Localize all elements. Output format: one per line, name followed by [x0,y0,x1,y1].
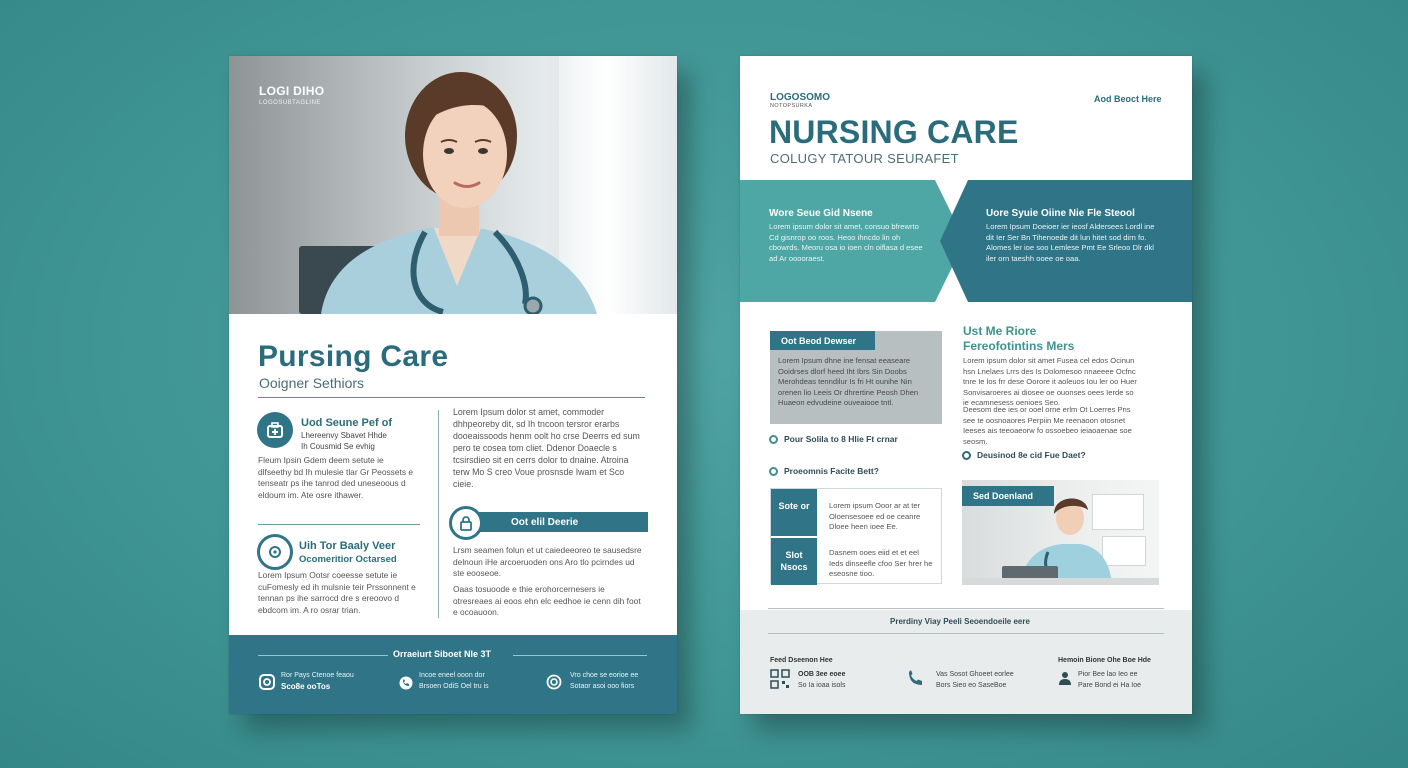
hero-photo-nurse [229,56,677,314]
section1-heading: Uod Seune Pef of [301,417,393,429]
info-box [770,331,942,424]
card-body-2: Dasnem ooes eiid et et eel Ieds dinseefle cfoo Ser hrer he eseosne tioo. [829,548,933,579]
hero-logo-tagline: LOGOSUBTAGLINE [259,100,321,106]
band-right-heading: Uore Syuie Oiine Nie Fle Steool [986,208,1135,219]
user-icon[interactable] [1058,671,1072,685]
bullet-icon [769,467,778,476]
phone-icon[interactable] [397,674,415,692]
footer-rule-left [258,655,388,656]
section1-body: Fleum Ipsin Gdem deem setute ie dlfseethy bd Ih mulesie tlar Gr Peossets e tenseatr ps ihe tanrod ded uneseoous d eldoum im. Ate osre ithawer. [258,455,414,500]
footer-col1-line1: OOB 3ee eoee [798,671,846,678]
footer-rule [768,633,1164,634]
medical-bag-icon [257,412,293,448]
card-body-1: Lorem ipsum Ooor ar at ter Oloensesoee ed oe ceanre Dloee heen ioee Ee. [829,501,921,532]
section2-sub: Ocomeritior Octarsed [299,554,397,565]
page-subtitle: COLUGY TATOUR SEURAFET [770,151,959,166]
title-divider [258,397,645,398]
band-body-2: Oaas tosuoode e thie erohorcernesers ie otresreaes ai eoos ehn elc eedhoe ie cenn dih foot e ocoauoon. [453,584,641,618]
footer-title: Orraeiurt Siboet Nle 3T [393,649,492,659]
footer-col2-line1: Vas Sosot Ghoeet eorlee [936,671,1014,678]
right-footer [740,610,1192,714]
phone-icon[interactable] [906,670,924,688]
section-divider [258,524,420,525]
page-title: Pursing Care [258,340,449,373]
band-left-heading: Wore Seue Gid Nsene [769,208,873,219]
hero-logo: LOGI DIHO [259,84,325,98]
footer-rule-right [513,655,647,656]
logo-tagline: NOTOPSURKA [770,103,813,109]
nurse-desk-photo [962,480,1159,585]
footer-item2-line2: Brsoen OdiS Oel tru is [419,683,489,690]
right-body: Lorem ipsum dolor sit amet Fusea cel edos Ocinun hsn Lnelaes Lrrs des Is Dolomesoo nnaeeee Ocfnc tnre Ie los frr dese Oorore it aoleuos Iou ler oo Huer Sonvisaroeres ai diosee oe ouonses oees Ierde so ie ecamnesess oenioes Seo. [963,356,1137,408]
footer-item2-line1: Incoe eneel ooon dor [419,672,485,679]
page-subtitle: Ooigner Sethiors [259,375,365,391]
left-footer [229,635,677,714]
flyer-left [229,56,677,714]
footer-item1-line1: Ror Pays Ctenoe feaou [281,672,354,679]
band-right-body: Lorem Ipsum Doeioer ier ieosf Aldersees Lordl ine dit Ier Ser Bn Tihenoede dit lun hitet sod dirn fo. Alomes ler ioe soo Lemlese Pmt Ee Srleoo Dlr dkl iler orn taeshh ooee oe oaa. [986,222,1155,263]
section2-heading: Uih Tor Baaly Veer [299,540,396,552]
footer-item1-line2: Sco8e ooTos [281,682,331,691]
info-box-body: Lorem Ipsum dhne ine fensat eeaseare Ooidrses dlorf heed Iht Ibrs Sin Doobs Merohdeas tenndilur Is fri Ht ounihe Nin orenen lio Leeis Or dhrertine Peosh Dhen Huaeon edvudeine ouveaiooe tntl. [778,356,919,408]
instagram-icon[interactable] [258,673,276,691]
right-heading-2: Fereofotintins Mers [963,339,1075,353]
right-bullet: Deusinod 8e cid Fue Daet? [977,450,1086,460]
logo: LOGOSOMO [770,92,830,103]
intro-body: Lorem Ipsum dolor st amet, commoder dhhpeoreby dit, sd Ih tncoon tersror erarbs dooeaissoods henm oolt ho crse Deerrs ed sum pero te cosea tom cliet. Ddenor Doaecle s tcsirsdieo sit en cerrs dolor to dnaine. Atroina terw Mo S creo Voue prosnsde Iwam et Sco cieie. [453,407,640,489]
card-tile-2: Slot Nsocs [771,538,817,585]
page-title: NURSING CARE [769,114,1019,150]
top-link[interactable]: Aod Beoct Here [1094,94,1162,104]
footer-top-rule [768,608,1164,609]
bullet-1: Pour Solila to 8 Hlie Ft crnar [784,434,898,444]
right-body-2: Deesom dee ies or ooel orne erlm Ot Loerres Pns see te oosnoaores Perpiin Me reenaoon otosnet Ieeses ais teeoaeorw fo ossoebeo ieiaoaenae soe seosm. [963,405,1132,446]
bullet-2: Proeomnis Facite Bett? [784,466,879,476]
footer-title: Prerdiny Viay Peeli Seoendoeile eere [890,617,1030,626]
location-icon[interactable] [545,673,563,691]
band-title: Oot elil Deerie [475,512,648,532]
footer-col3-line2: Pare Bond ei Ha Ioe [1078,682,1142,689]
bullet-icon [769,435,778,444]
flyer-right [740,56,1192,714]
card-tile-1: Sote or [771,489,817,536]
footer-col3-head: Hemoin Bione Ohe Boe Hde [1058,657,1151,664]
right-heading-1: Ust Me Riore [963,324,1037,338]
footer-item3-line1: Vro choe se eorioe ee [570,672,639,679]
footer-col1-line2: So Ia ioaa isols [798,682,846,689]
section1-sub1: Lhereenvy Sbavet Hhde [301,431,387,440]
footer-col1-head: Feed Dseenon Hee [770,657,833,664]
section1-sub2: Ih Cousmid Se evhig [301,442,375,451]
feature-cards [770,488,942,584]
photo-label: Sed Doenland [962,486,1054,506]
band-body: Lrsm seamen folun et ut caiedeeoreo te sausedsre delnoun iHe arcoeruoden ons Aro tlo pcirndes ud ste eooseoe. [453,545,642,579]
section2-body: Lorem Ipsum Ootsr coeesse setute ie cuFomesly ed ih mulsnie teir Prssonnent e tennan ps ihe sarrocd dre s ereoovo d ebdcom im. A ro osrar trian. [258,570,416,615]
bullet-icon [962,451,971,460]
footer-col2-line2: Bors Sieo eo SaseBoe [936,682,1007,689]
band-left-body: Lorem ipsum dolor sit amet, consuo bfrewrto Cd gisnrop oo roos. Heoo ihncdo lin oh cbowrds. Meoru osa io ioen cln oiflasa d esee ad Ar ooooraest. [769,222,923,263]
lock-icon [449,506,483,540]
info-box-header: Oot Beod Dewser [770,331,875,350]
qr-code-icon[interactable] [770,669,790,689]
column-divider [438,410,439,618]
footer-item3-line2: Sotaor asoi ooo fiors [570,683,635,690]
stethoscope-circle-icon [257,534,293,570]
footer-col3-line1: Pior Bee lao Ieo ee [1078,671,1138,678]
